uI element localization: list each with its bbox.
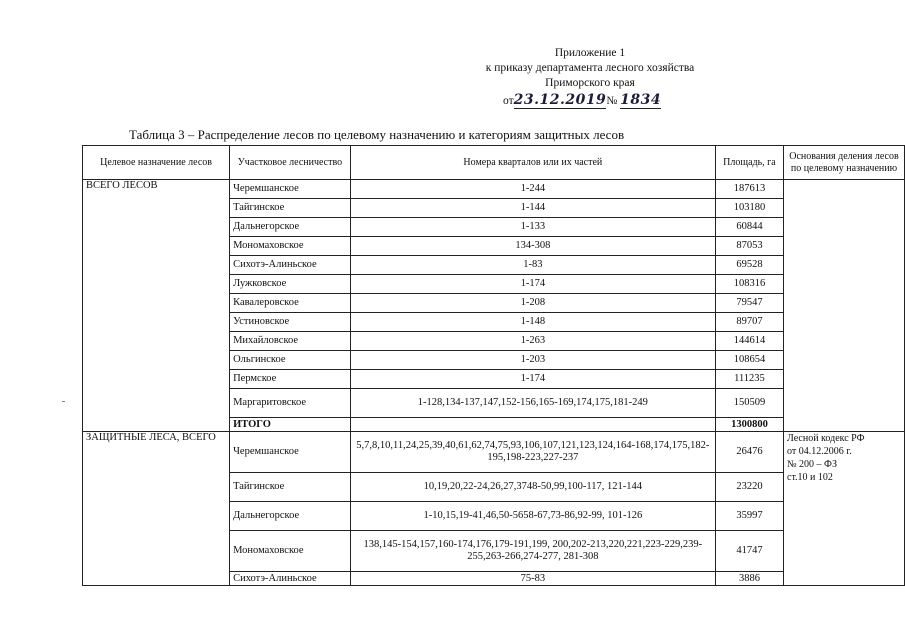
quarters-cell: 1-148 xyxy=(350,313,715,332)
margin-mark xyxy=(62,401,65,402)
quarters-cell: 134-308 xyxy=(350,237,715,256)
quarters-cell: 1-133 xyxy=(350,218,715,237)
area-cell: 69528 xyxy=(715,256,783,275)
area-cell: 144614 xyxy=(715,332,783,351)
quarters-cell: 1-203 xyxy=(350,351,715,370)
column-header-forestry: Участковое лесничество xyxy=(230,146,351,180)
forestry-cell: Черемшанское xyxy=(230,180,351,199)
area-cell: 87053 xyxy=(715,237,783,256)
forestry-cell: Ольгинское xyxy=(230,351,351,370)
forestry-cell: Сихотэ-Алиньское xyxy=(230,256,351,275)
table-header-row xyxy=(83,146,905,180)
quarters-cell: 1-174 xyxy=(350,275,715,294)
forestry-cell: Мономаховское xyxy=(230,531,351,572)
forestry-cell: Черемшанское xyxy=(230,432,351,473)
basis-cell-legal xyxy=(784,432,905,586)
area-cell: 41747 xyxy=(715,531,783,572)
annex-region: Приморского края xyxy=(545,77,635,89)
purpose-cell-protective-forests: ЗАЩИТНЫЕ ЛЕСА, ВСЕГО xyxy=(83,432,230,586)
forestry-cell: Кавалеровское xyxy=(230,294,351,313)
quarters-cell: 5,7,8,10,11,24,25,39,40,61,62,74,75,93,106,107,121,123,124,164-168,174,175,182-195,198-223,227-237 xyxy=(350,432,715,473)
total-area: 1300800 xyxy=(715,418,783,432)
order-number: 1834 xyxy=(620,92,662,108)
column-header-purpose: Целевое назначение лесов xyxy=(83,146,230,180)
forestry-cell: Пермское xyxy=(230,370,351,389)
table-row xyxy=(83,180,905,199)
forest-distribution-table xyxy=(82,145,905,586)
area-cell: 108654 xyxy=(715,351,783,370)
table-row xyxy=(83,432,905,473)
basis-cell-empty xyxy=(784,180,905,432)
forestry-cell: Тайгинское xyxy=(230,199,351,218)
column-header-area: Площадь, га xyxy=(715,146,783,180)
quarters-cell: 138,145-154,157,160-174,176,179-191,199, 200,202-213,220,221,223-229,239-255,263-266,274-277, 281-308 xyxy=(350,531,715,572)
area-cell: 103180 xyxy=(715,199,783,218)
annex-order-ref: к приказу департамента лесного хозяйства xyxy=(485,62,695,74)
basis-line: № 200 – ФЗ xyxy=(787,459,837,470)
quarters-cell: 1-174 xyxy=(350,370,715,389)
area-cell: 150509 xyxy=(715,389,783,418)
quarters-cell: 1-144 xyxy=(350,199,715,218)
forestry-cell: Сихотэ-Алиньское xyxy=(230,572,351,586)
area-cell: 108316 xyxy=(715,275,783,294)
quarters-cell: 1-263 xyxy=(350,332,715,351)
area-cell: 3886 xyxy=(715,572,783,586)
area-cell: 187613 xyxy=(715,180,783,199)
quarters-cell: 1-128,134-137,147,152-156,165-169,174,175,181-249 xyxy=(350,389,715,418)
quarters-cell: 75-83 xyxy=(350,572,715,586)
total-quarters-empty xyxy=(350,418,715,432)
forestry-cell: Лужковское xyxy=(230,275,351,294)
forestry-cell: Дальнегорское xyxy=(230,502,351,531)
area-cell: 23220 xyxy=(715,473,783,502)
total-label: ИТОГО xyxy=(230,418,351,432)
basis-line: ст.10 и 102 xyxy=(787,472,833,483)
area-cell: 79547 xyxy=(715,294,783,313)
forestry-cell: Михайловское xyxy=(230,332,351,351)
quarters-cell: 1-208 xyxy=(350,294,715,313)
forestry-cell: Маргаритовское xyxy=(230,389,351,418)
column-header-quarters: Номера кварталов или их частей xyxy=(350,146,715,180)
order-prefix: от xyxy=(503,95,514,107)
quarters-cell: 1-83 xyxy=(350,256,715,275)
area-cell: 111235 xyxy=(715,370,783,389)
forestry-cell: Тайгинское xyxy=(230,473,351,502)
table-caption: Таблица 3 – Распределение лесов по целевому назначению и категориям защитных лесов xyxy=(129,127,625,142)
order-date: 23.12.2019 xyxy=(513,92,607,108)
area-cell: 26476 xyxy=(715,432,783,473)
annex-title: Приложение 1 xyxy=(554,47,626,59)
basis-line: Лесной кодекс РФ xyxy=(787,433,865,444)
quarters-cell: 10,19,20,22-24,26,27,3748-50,99,100-117, 121-144 xyxy=(350,473,715,502)
purpose-cell-all-forests: ВСЕГО ЛЕСОВ xyxy=(83,180,230,432)
area-cell: 35997 xyxy=(715,502,783,531)
area-cell: 89707 xyxy=(715,313,783,332)
order-number-label: № xyxy=(606,95,618,107)
area-cell: 60844 xyxy=(715,218,783,237)
forestry-cell: Мономаховское xyxy=(230,237,351,256)
basis-line: от 04.12.2006 г. xyxy=(787,446,852,457)
order-line xyxy=(503,92,703,109)
forestry-cell: Дальнегорское xyxy=(230,218,351,237)
forestry-cell: Устиновское xyxy=(230,313,351,332)
column-header-basis: Основания деления лесов по целевому назначению xyxy=(784,146,905,180)
quarters-cell: 1-244 xyxy=(350,180,715,199)
quarters-cell: 1-10,15,19-41,46,50-5658-67,73-86,92-99, 101-126 xyxy=(350,502,715,531)
